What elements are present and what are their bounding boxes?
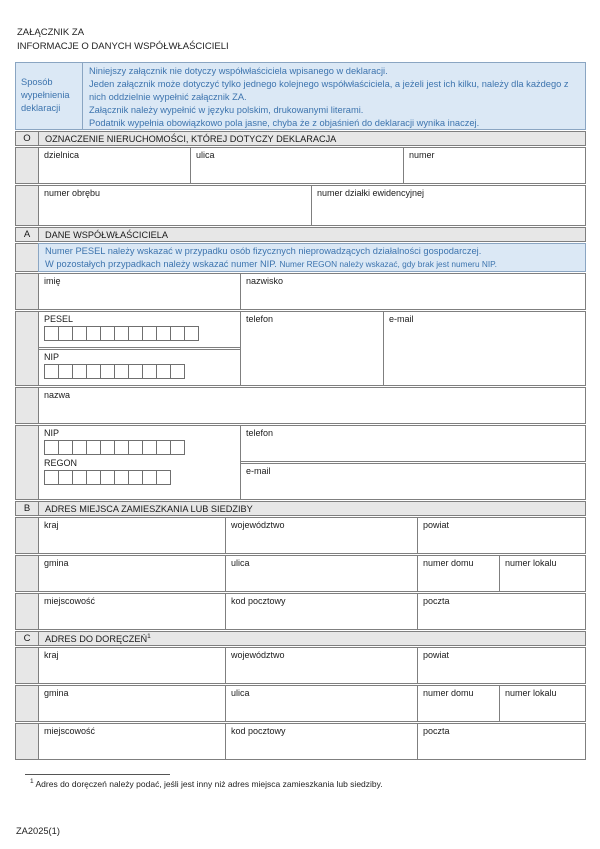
digit-box[interactable] [100, 440, 115, 455]
digit-box[interactable] [58, 470, 73, 485]
digit-box[interactable] [86, 470, 101, 485]
section-b-row-3 [15, 593, 586, 630]
section-b-header [15, 501, 586, 516]
section-a-name-row [15, 273, 586, 310]
section-c-header [15, 631, 586, 646]
nip-digit-boxes[interactable] [44, 440, 235, 455]
footnote-reference: 1 [147, 632, 151, 640]
field-c-miejscowosc[interactable]: miejscowość [38, 723, 226, 760]
letter-strip [15, 425, 39, 500]
digit-box[interactable] [44, 364, 59, 379]
pesel-nip-note [38, 243, 586, 272]
letter-strip [15, 685, 39, 722]
field-telefon-person[interactable]: telefon [240, 311, 384, 386]
letter-strip [15, 273, 39, 310]
section-a-nazwa-row [15, 387, 586, 424]
digit-box[interactable] [72, 470, 87, 485]
footnote-divider [25, 774, 170, 775]
letter-strip [15, 147, 39, 184]
digit-box[interactable] [86, 364, 101, 379]
document-title [17, 26, 586, 54]
digit-box[interactable] [128, 364, 143, 379]
instruction-line: Podatnik wypełnia obowiązkowo pola jasne, chyba że z objaśnień do deklaracji wynika inaczej. [89, 117, 480, 128]
letter-strip [15, 593, 39, 630]
section-a-pesel-block [15, 311, 586, 386]
field-numer-dzialki[interactable]: numer działki ewidencyjnej [311, 185, 586, 226]
field-pesel[interactable]: PESEL [38, 311, 241, 348]
regon-digit-boxes[interactable] [44, 470, 235, 485]
section-o-row-2 [15, 185, 586, 226]
field-b-poczta[interactable]: poczta [417, 593, 586, 630]
section-b-letter: B [15, 501, 39, 516]
letter-strip [15, 243, 39, 272]
footnote-marker: 1 [30, 778, 34, 786]
field-nip-regon[interactable]: NIP REGON [38, 425, 241, 500]
field-numer-nieruchomosc[interactable]: numer [403, 147, 586, 184]
instruction-line: Załącznik należy wypełnić w języku polskim, drukowanymi literami. [89, 104, 364, 115]
digit-box[interactable] [170, 326, 185, 341]
digit-box[interactable] [128, 440, 143, 455]
field-b-miejscowosc[interactable]: miejscowość [38, 593, 226, 630]
section-c-row-1 [15, 647, 586, 684]
instructions-box [15, 62, 586, 130]
letter-strip [15, 647, 39, 684]
section-c-row-3 [15, 723, 586, 760]
letter-strip [15, 311, 39, 386]
field-email-entity[interactable]: e-mail [240, 463, 586, 500]
digit-box[interactable] [114, 440, 129, 455]
field-c-kraj[interactable]: kraj [38, 647, 226, 684]
section-o-header [15, 131, 586, 146]
section-a-note [15, 243, 586, 272]
field-b-kod-pocztowy[interactable]: kod pocztowy [225, 593, 418, 630]
digit-box[interactable] [156, 364, 171, 379]
digit-box[interactable] [44, 440, 59, 455]
note-line-2: W pozostałych przypadkach należy wskazać numer NIP. Numer REGON należy wskazać, gdy brak jest numeru NIP. [45, 259, 497, 270]
attachment-subtitle: INFORMACJE O DANYCH WSPÓŁWŁAŚCICIELI [17, 41, 229, 52]
field-b-numer-lokalu[interactable]: numer lokalu [499, 555, 586, 592]
digit-box[interactable] [72, 326, 87, 341]
digit-box[interactable] [86, 326, 101, 341]
form-version-code: ZA2025(1) [16, 826, 60, 836]
field-b-wojewodztwo[interactable]: województwo [225, 517, 418, 554]
letter-strip [15, 723, 39, 760]
digit-box[interactable] [100, 326, 115, 341]
letter-strip [15, 555, 39, 592]
letter-strip [15, 185, 39, 226]
field-c-wojewodztwo[interactable]: województwo [225, 647, 418, 684]
digit-box[interactable] [114, 364, 129, 379]
digit-box[interactable] [184, 326, 199, 341]
field-email-person[interactable]: e-mail [383, 311, 586, 386]
digit-box[interactable] [170, 440, 185, 455]
pesel-nip-column [38, 311, 241, 386]
digit-box[interactable] [128, 470, 143, 485]
telefon-email-column [240, 425, 586, 500]
section-o-letter: O [15, 131, 39, 146]
digit-box[interactable] [156, 440, 171, 455]
section-o-title: OZNACZENIE NIERUCHOMOŚCI, KTÓREJ DOTYCZY DEKLARACJA [38, 131, 586, 146]
digit-box[interactable] [72, 440, 87, 455]
field-dzielnica[interactable]: dzielnica [38, 147, 191, 184]
section-c-letter: C [15, 631, 39, 646]
field-nip-person[interactable]: NIP [38, 349, 241, 386]
digit-box[interactable] [170, 364, 185, 379]
letter-strip [15, 517, 39, 554]
section-b-row-1 [15, 517, 586, 554]
pesel-digit-boxes[interactable] [44, 326, 235, 341]
nip-digit-boxes[interactable] [44, 364, 235, 379]
digit-box[interactable] [100, 364, 115, 379]
digit-box[interactable] [86, 440, 101, 455]
section-a-title: DANE WSPÓŁWŁAŚCICIELA [38, 227, 586, 242]
field-c-kod-pocztowy[interactable]: kod pocztowy [225, 723, 418, 760]
field-c-numer-lokalu[interactable]: numer lokalu [499, 685, 586, 722]
digit-box[interactable] [100, 470, 115, 485]
section-c-title: ADRES DO DORĘCZEŃ$^1$ [38, 631, 586, 646]
section-a-nip-regon-block [15, 425, 586, 500]
digit-box[interactable] [156, 470, 171, 485]
field-nazwa[interactable]: nazwa [38, 387, 586, 424]
section-a-letter: A [15, 227, 39, 242]
footnote [25, 774, 586, 789]
field-c-powiat[interactable]: powiat [417, 647, 586, 684]
digit-box[interactable] [58, 326, 73, 341]
form-table [15, 62, 586, 760]
digit-box[interactable] [44, 326, 59, 341]
digit-box[interactable] [114, 470, 129, 485]
field-b-powiat[interactable]: powiat [417, 517, 586, 554]
footnote-text: $^1$ Adres do doręczeń należy podać, jeśli jest inny niż adres miejsca zamieszkania lub siedziby. [30, 778, 383, 789]
digit-box[interactable] [142, 364, 157, 379]
field-numer-obrebu[interactable]: numer obrębu [38, 185, 312, 226]
field-c-ulica[interactable]: ulica [225, 685, 418, 722]
digit-box[interactable] [142, 470, 157, 485]
letter-strip [15, 387, 39, 424]
digit-box[interactable] [156, 326, 171, 341]
note-line-1: Numer PESEL należy wskazać w przypadku osób fizycznych nieprowadzących działalności gospodarczej. [45, 246, 482, 256]
digit-box[interactable] [114, 326, 129, 341]
field-b-ulica[interactable]: ulica [225, 555, 418, 592]
digit-box[interactable] [142, 326, 157, 341]
digit-box[interactable] [58, 364, 73, 379]
digit-box[interactable] [58, 440, 73, 455]
field-imie[interactable]: imię [38, 273, 241, 310]
field-c-numer-domu[interactable]: numer domu [417, 685, 500, 722]
field-b-gmina[interactable]: gmina [38, 555, 226, 592]
digit-box[interactable] [142, 440, 157, 455]
instruction-line: Niniejszy załącznik nie dotyczy współwłaściciela wpisanego w deklaracji. [89, 66, 388, 76]
field-telefon-entity[interactable]: telefon [240, 425, 586, 462]
instructions-body [82, 62, 586, 130]
field-c-poczta[interactable]: poczta [417, 723, 586, 760]
digit-box[interactable] [72, 364, 87, 379]
digit-box[interactable] [128, 326, 143, 341]
field-b-numer-domu[interactable]: numer domu [417, 555, 500, 592]
section-b-row-2 [15, 555, 586, 592]
instructions-label: Sposób wypełnienia deklaracji [15, 62, 83, 130]
section-a-header [15, 227, 586, 242]
attachment-code: ZAŁĄCZNIK ZA [17, 27, 85, 38]
digit-box[interactable] [44, 470, 59, 485]
section-o-row-1 [15, 147, 586, 184]
field-nazwisko[interactable]: nazwisko [240, 273, 586, 310]
instruction-line: Jeden załącznik może dotyczyć tylko jednego kolejnego współwłaściciela, a jeżeli jest ich kilku, należy dla każdego z nich oddzielnie wypełnić załącznik ZA. [89, 78, 569, 102]
field-ulica-nieruchomosc[interactable]: ulica [190, 147, 404, 184]
field-b-kraj[interactable]: kraj [38, 517, 226, 554]
section-b-title: ADRES MIEJSCA ZAMIESZKANIA LUB SIEDZIBY [38, 501, 586, 516]
section-c-row-2 [15, 685, 586, 722]
field-c-gmina[interactable]: gmina [38, 685, 226, 722]
